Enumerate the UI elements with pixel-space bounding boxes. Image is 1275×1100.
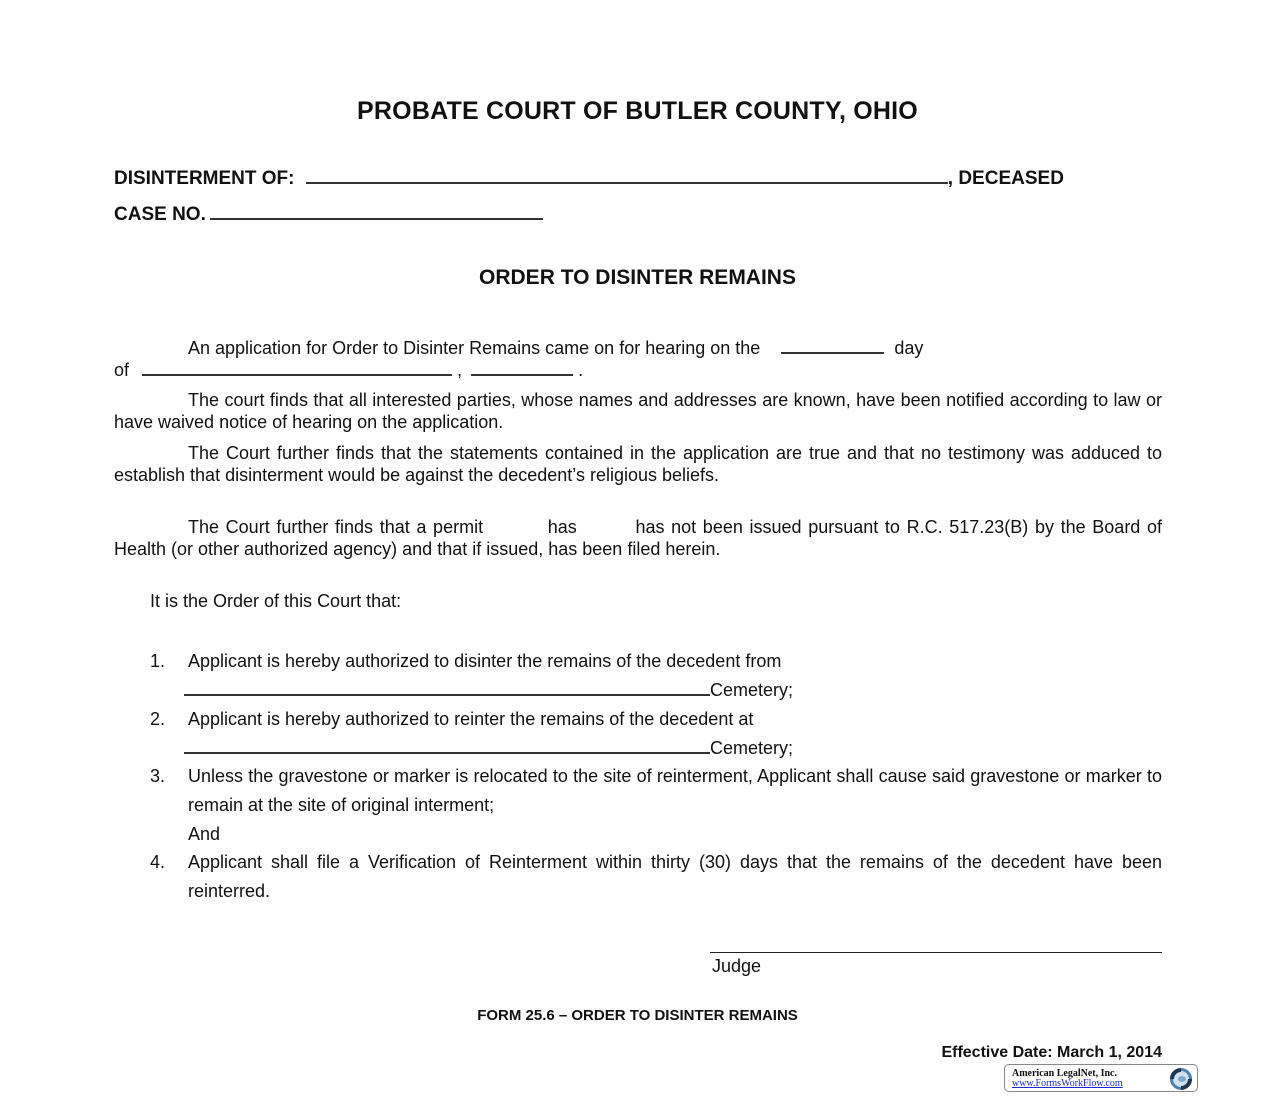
effective-date: Effective Date: March 1, 2014 <box>941 1044 1162 1061</box>
judge-label: Judge <box>712 956 762 976</box>
decedent-name-field[interactable] <box>306 181 948 184</box>
notice-text: The court finds that all interested parties, whose names and addresses are known, have been notified according to law or have waived notice of hearing on the application. <box>114 390 1162 432</box>
item-number: 3. <box>150 766 166 786</box>
hearing-year-field[interactable] <box>471 373 573 376</box>
period: . <box>578 360 584 380</box>
item-text: Applicant shall file a Verification of Reinterment within thirty (30) days that the remains of the decedent have been reinterred. <box>188 852 1162 901</box>
globe-logo-icon <box>1168 1066 1194 1092</box>
item-number: 4. <box>150 852 166 872</box>
order-item-2 <box>150 705 1162 763</box>
item-text: Applicant is hereby authorized to disinter the remains of the decedent from <box>188 651 782 671</box>
hearing-month-field[interactable] <box>142 373 452 376</box>
permit-paragraph <box>114 516 1162 560</box>
and-label: And <box>188 824 221 844</box>
permit-text-continued: has not been issued pursuant to R.C. 517.23(B) by the Board of Health (or other authorized agency) and that if issued, has been filed herein. <box>114 517 1162 559</box>
case-no-label: CASE NO. <box>114 204 206 225</box>
item-text: Unless the gravestone or marker is relocated to the site of reinterment, Applicant shall cause said gravestone or marker to remain at the site of original interment; <box>188 766 1162 815</box>
order-item-3 <box>150 762 1162 849</box>
publisher-name: American LegalNet, Inc. <box>1012 1068 1117 1079</box>
hearing-paragraph <box>114 337 1162 381</box>
item-number: 1. <box>150 651 166 671</box>
publisher-link[interactable]: www.FormsWorkFlow.com <box>1012 1078 1123 1089</box>
form-identifier: FORM 25.6 – ORDER TO DISINTER REMAINS <box>477 1007 798 1024</box>
statements-paragraph <box>114 442 1162 486</box>
disinterment-label: DISINTERMENT OF: <box>114 168 295 189</box>
disinterment-line <box>114 168 1064 190</box>
document-title: ORDER TO DISINTER REMAINS <box>479 266 796 289</box>
notice-paragraph <box>114 389 1162 433</box>
permit-text: The Court further finds that a permit <box>188 517 484 537</box>
case-number-line <box>114 204 543 226</box>
statements-text: The Court further finds that the statements contained in the application are true and that no testimony was adduced to establish that disinterment would be against the decedent’s religious beliefs. <box>114 443 1162 485</box>
cemetery-label: Cemetery; <box>710 680 794 700</box>
hearing-day-field[interactable] <box>781 351 884 354</box>
item-text: Applicant is hereby authorized to reinter the remains of the decedent at <box>188 709 754 729</box>
day-label: day <box>894 338 924 358</box>
order-intro: It is the Order of this Court that: <box>150 591 402 611</box>
court-title: PROBATE COURT OF BUTLER COUNTY, OHIO <box>357 97 918 125</box>
judge-signature-field[interactable] <box>710 952 1162 953</box>
order-item-1 <box>150 647 1162 705</box>
reinter-cemetery-field[interactable] <box>184 751 710 754</box>
item-number: 2. <box>150 709 166 729</box>
order-item-4 <box>150 848 1162 906</box>
comma: , <box>457 360 463 380</box>
publisher-badge[interactable] <box>1004 1064 1198 1092</box>
deceased-label: , DECEASED <box>947 168 1064 189</box>
of-label: of <box>114 360 130 380</box>
disinter-cemetery-field[interactable] <box>184 693 710 696</box>
has-option: has <box>547 517 577 537</box>
cemetery-label: Cemetery; <box>710 738 794 758</box>
case-number-field[interactable] <box>210 217 543 220</box>
hearing-text: An application for Order to Disinter Remains came on for hearing on the <box>188 338 761 358</box>
